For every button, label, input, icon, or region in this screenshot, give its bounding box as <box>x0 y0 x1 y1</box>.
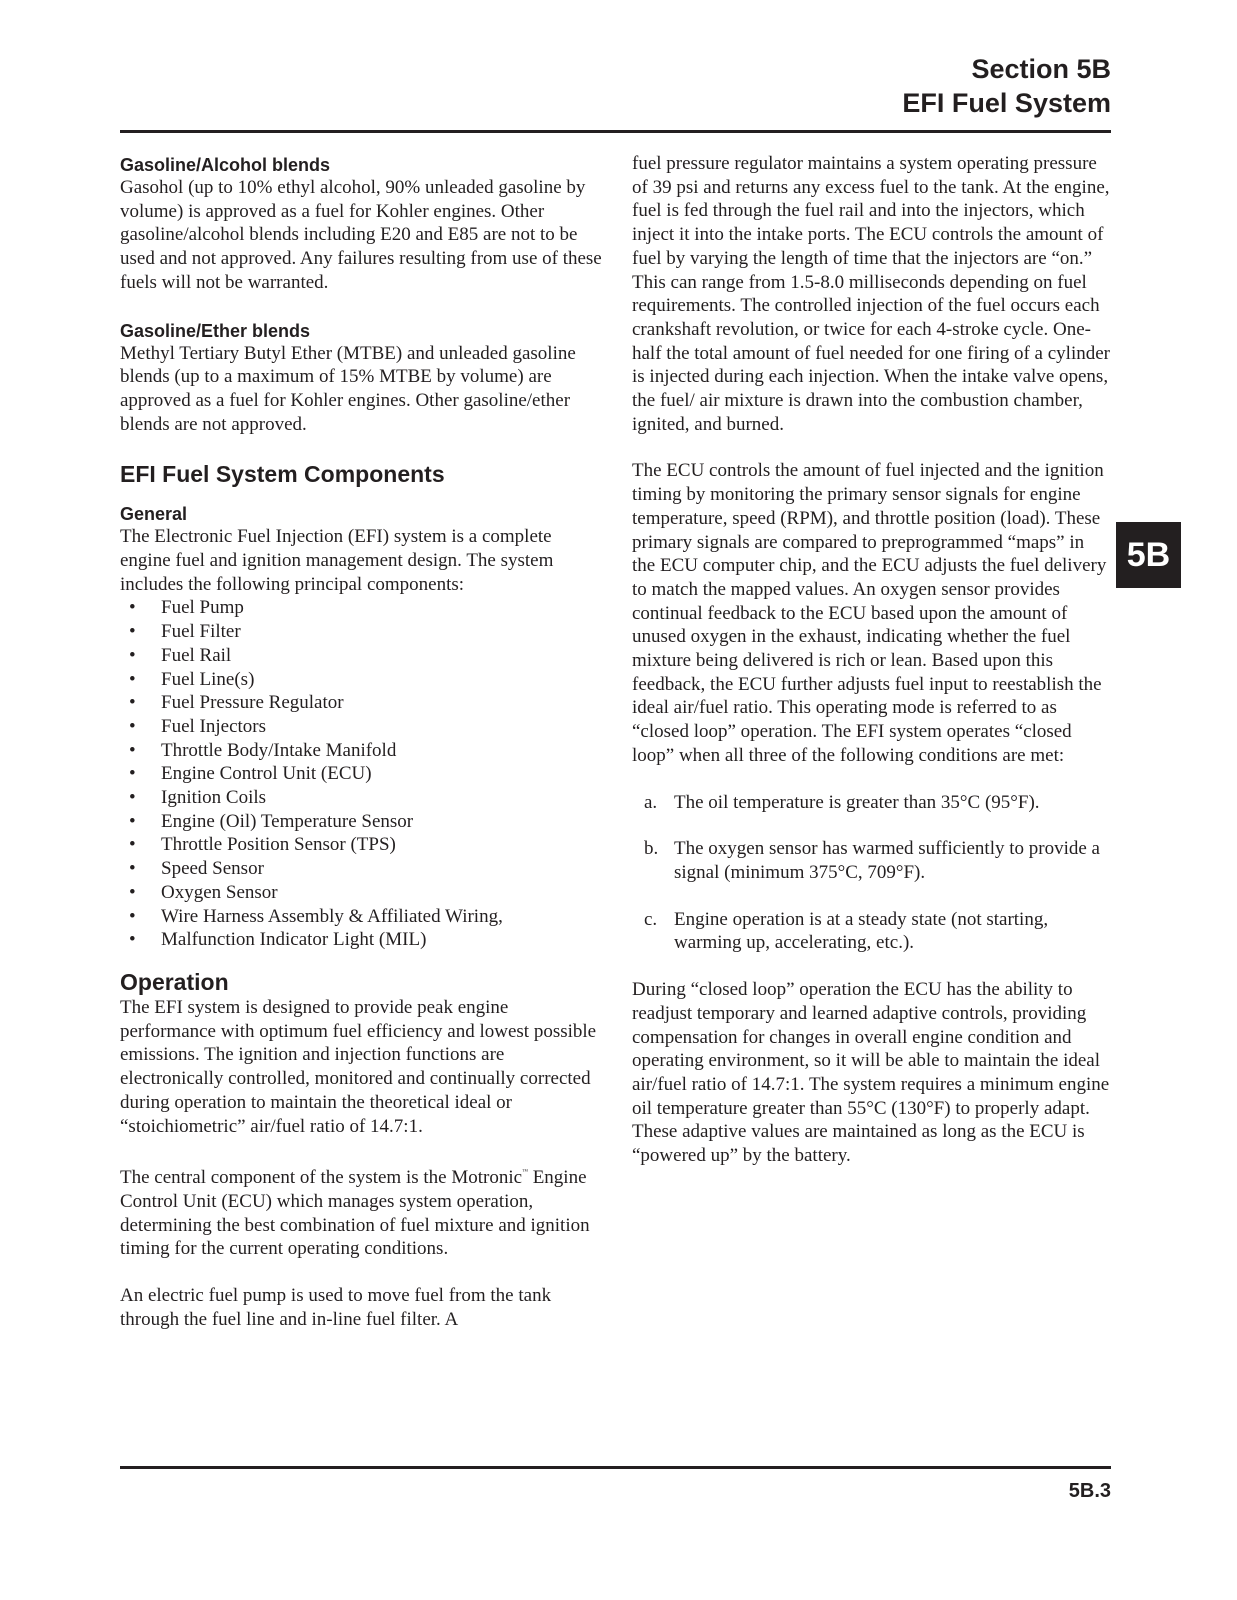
list-item: a. The oil temperature is greater than 35°C (95°F). <box>644 791 1040 813</box>
gasoline-alcohol-heading: Gasoline/Alcohol blends <box>120 155 331 175</box>
list-item: • Engine Control Unit (ECU) <box>120 762 605 786</box>
list-item: • Throttle Position Sensor (TPS) <box>120 833 605 857</box>
list-item: • Speed Sensor <box>120 857 605 881</box>
list-item: • Fuel Filter <box>120 620 605 644</box>
list-item: • Fuel Injectors <box>120 715 605 739</box>
list-item: • Fuel Rail <box>120 644 605 668</box>
section-tab: 5B <box>1116 522 1181 588</box>
operation-paragraph-2: The central component of the system is the Motronic™ Engine Control Unit (ECU) which manages system operation, determining the best combination of fuel mixture and ignition timing for the current operating conditions. <box>120 1167 590 1260</box>
list-item: • Engine (Oil) Temperature Sensor <box>120 810 605 834</box>
gasoline-alcohol-text: Gasohol (up to 10% ethyl alcohol, 90% unleaded gasoline by volume) is approved as a fuel for Kohler engines. Other gasoline/alcohol blends including E20 and E85 are not to be used and not approved. Any failures resulting from use of these fuels will not be warranted. <box>120 177 602 293</box>
list-item: • Malfunction Indicator Light (MIL) <box>120 928 605 952</box>
trademark-mark: ™ <box>522 1169 528 1176</box>
list-item: b. The oxygen sensor has warmed sufficiently to provide a signal (minimum 375°C, 709°F). <box>644 838 1100 883</box>
list-item: • Fuel Pressure Regulator <box>120 691 605 715</box>
page-header <box>902 52 1111 120</box>
list-item: • Fuel Pump <box>120 596 605 620</box>
operation-heading: Operation <box>120 968 229 995</box>
right-paragraph-2: The ECU controls the amount of fuel injected and the ignition timing by monitoring the primary sensor signals for engine temperature, speed (RPM), and throttle position (load). These primary signals are compared to preprogrammed “maps” in the ECU computer chip, and the ECU adjusts the fuel delivery to match the mapped values. An oxygen sensor provides continual feedback to the ECU based upon the amount of unused oxygen in the exhaust, indicating whether the fuel mixture being delivered is rich or lean. Based upon this feedback, the ECU further adjusts fuel input to reestablish the ideal air/fuel ratio. This operating mode is referred to as “closed loop” operation. The EFI system operates “closed loop” when all three of the following conditions are met: <box>632 460 1107 766</box>
list-item: c. Engine operation is at a steady state (not starting, warming up, accelerating, etc.). <box>644 908 1049 954</box>
section-title: EFI Fuel System <box>902 88 1111 118</box>
general-heading: General <box>120 504 188 525</box>
general-text: The Electronic Fuel Injection (EFI) system is a complete engine fuel and ignition management design. The system includes the following principal components: <box>120 526 554 595</box>
right-paragraph-3: During “closed loop” operation the ECU has the ability to readjust temporary and learned adaptive controls, providing compensation for changes in overall engine condition and operating environment, so it will be able to maintain the ideal air/fuel ratio of 14.7:1. The system requires a minimum engine oil temperature greater than 55°C (130°F) to properly adapt. These adaptive values are maintained as long as the ECU is “powered up” by the battery. <box>632 979 1110 1167</box>
page-number: 5B.3 <box>1068 1480 1111 1502</box>
list-item: • Wire Harness Assembly & Affiliated Wiring, <box>120 905 605 929</box>
components-heading: EFI Fuel System Components <box>120 461 445 488</box>
footer-rule <box>120 1466 1111 1469</box>
header-rule <box>120 130 1111 133</box>
section-number: Section 5B <box>971 54 1111 84</box>
list-item: • Fuel Line(s) <box>120 668 605 692</box>
operation-paragraph-3: An electric fuel pump is used to move fuel from the tank through the fuel line and in-line fuel filter. A <box>120 1285 552 1330</box>
list-item: • Ignition Coils <box>120 786 605 810</box>
gasoline-ether-heading: Gasoline/Ether blends <box>120 320 311 341</box>
gasoline-ether-text: Methyl Tertiary Butyl Ether (MTBE) and unleaded gasoline blends (up to a maximum of 15% MTBE by volume) are approved as a fuel for Kohler engines. Other gasoline/ether blends are not approved. <box>120 342 576 435</box>
operation-paragraph-1: The EFI system is designed to provide peak engine performance with optimum fuel efficiency and lowest possible emissions. The ignition and injection functions are electronically controlled, monitored and continually corrected during operation to maintain the theoretical ideal or “stoichiometric” air/fuel ratio of 14.7:1. <box>120 996 597 1137</box>
list-item: • Oxygen Sensor <box>120 881 605 905</box>
list-item: • Throttle Body/Intake Manifold <box>120 739 605 763</box>
components-list <box>120 596 605 952</box>
right-paragraph-1: fuel pressure regulator maintains a system operating pressure of 39 psi and returns any excess fuel to the tank. At the engine, fuel is fed through the fuel rail and into the injectors, which inject it into the intake ports. The ECU controls the amount of fuel by varying the length of time that the injectors are “on.” This can range from 1.5-8.0 milliseconds depending on fuel requirements. The controlled injection of the fuel occurs each crankshaft revolution, or twice for each 4-stroke cycle. One-half the total amount of fuel needed for one firing of a cylinder is injected during each injection. When the intake valve opens, the fuel/ air mixture is drawn into the combustion chamber, ignited, and burned. <box>632 153 1110 435</box>
right-column <box>632 152 1110 1168</box>
left-column <box>120 152 605 1331</box>
closed-loop-conditions <box>632 791 1110 956</box>
